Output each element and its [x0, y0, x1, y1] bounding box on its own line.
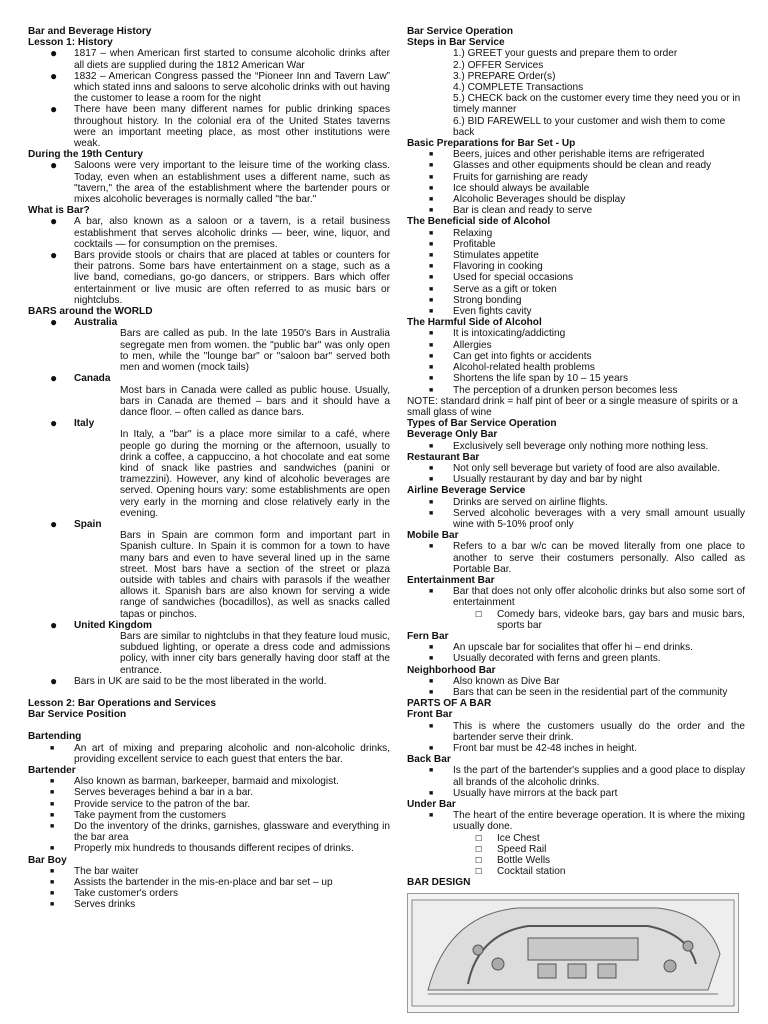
restaurant-heading: Restaurant Bar	[407, 451, 480, 463]
list-item: ■ An upscale bar for socialites that offer hi – end drinks.	[429, 642, 693, 654]
bar-design-image	[407, 893, 739, 1013]
list-item: ■ Take customer's orders	[50, 888, 179, 900]
list-item: ■ Usually have mirrors at the back part	[429, 787, 618, 799]
list-item: ■ Fruits for garnishing are ready	[429, 171, 588, 183]
steps-heading: Steps in Bar Service	[407, 37, 505, 49]
list-item: ■ Properly mix hundreds to thousands different recipes of drinks.	[50, 843, 354, 855]
list-item: ■ Usually decorated with ferns and green plants.	[429, 653, 661, 665]
country-item: ● United Kingdom	[50, 617, 152, 632]
right-column	[407, 26, 745, 1013]
lesson2-heading: Lesson 2: Bar Operations and Services	[28, 697, 216, 709]
bartender-heading: Bartender	[28, 765, 76, 776]
country-item: ● Italy	[50, 416, 95, 431]
list-item: ■ Usually restaurant by day and bar by night	[429, 474, 643, 486]
step-item: 1.) GREET your guests and prepare them to order	[453, 48, 678, 60]
sub-list-item: ☐ Comedy bars, videoke bars, gay bars and music bars, sports bar	[475, 608, 745, 631]
list-item: ■ Serve as a gift or token	[429, 283, 557, 295]
sub-list-item: ☐ Speed Rail	[475, 843, 547, 855]
harmful-heading: The Harmful Side of Alcohol	[407, 317, 542, 329]
list-item: ■ Exclusively sell beverage only nothing more nothing less.	[429, 440, 709, 452]
country-text: In Italy, a "bar" is a place more similar to a café, where people go during the morning or the afternoon, usually to drink a coffee, a cappuccino, a hot chocolate and eat some kind of snack like pastries and sandwiches (panini or tramezzini). However, any kind of alcoholic beverages are served. Opening hours vary: some establishments are open very early in the morning and close relatively early in the evening.	[120, 429, 390, 519]
list-item: ■ Bar that does not only offer alcoholic drinks but also some sort of entertainment	[429, 586, 745, 609]
list-item: ■ Shortens the life span by 10 – 15 years	[429, 373, 629, 385]
list-item: ■ Also known as barman, barkeeper, barmaid and mixologist.	[50, 776, 339, 788]
list-item: ■ Profitable	[429, 238, 496, 250]
operation-heading: Bar Service Operation	[407, 26, 514, 37]
list-item: ■ The heart of the entire beverage operation. It is where the mixing usually done.	[429, 810, 745, 833]
list-item: ■ Allergies	[429, 339, 492, 351]
country-text: Bars in Spain are common form and important part in Spanish culture. In Spain it is common for a town to have many bars and even to have several lined up in the same street. Most bars have a section of the street or plaza outside with tables and chairs with parasols if the weather allows it. Spanish bars are also known for serving a wide range of sandwiches (bocadillos), as well as snacks called tapas or pinchos.	[120, 530, 390, 620]
step-item: 3.) PREPARE Order(s)	[453, 70, 556, 82]
country-item: ● Australia	[50, 315, 118, 330]
sub-list-item: ☐ Cocktail station	[475, 866, 566, 878]
list-item: ■ Is the part of the bartender's supplies and a good place to display all brands of the alcoholic drinks.	[429, 765, 745, 788]
list-item: ■ Take payment from the customers	[50, 809, 227, 821]
under-heading: Under Bar	[407, 799, 456, 811]
list-item: ■ Not only sell beverage but variety of food are also available.	[429, 462, 721, 474]
list-item: ● Bars provide stools or chairs that are placed at tables or counters for their patrons. Some bars have entertainment on a stage, such as a live band, comedians, go-go dancers, or strippers. Bars which offer entertainment or live music are often referred to as music bars or nightclubs.	[50, 248, 390, 306]
bartending-heading: Bartending	[28, 731, 82, 743]
list-item: ● Bars in UK are said to be the most liberated in the world.	[50, 673, 327, 688]
whatis-heading: What is Bar?	[28, 205, 90, 217]
list-item: ■ Even fights cavity	[429, 306, 532, 318]
century-heading: During the 19th Century	[28, 149, 143, 161]
beneficial-heading: The Beneficial side of Alcohol	[407, 216, 551, 228]
list-item: ■ Refers to a bar w/c can be moved literally from one place to another to serve their costumers personally. Also called as Portable Bar.	[429, 541, 745, 575]
list-item: ■ Served alcoholic beverages with a very small amount usually wine with 5-10% proof only	[429, 507, 745, 530]
list-item: ■ An art of mixing and preparing alcoholic and non-alcoholic drinks, providing excellent service to each guest that enters the bar.	[50, 742, 390, 765]
types-heading: Types of Bar Service Operation	[407, 418, 557, 430]
list-item: ■ The perception of a drunken person becomes less	[429, 384, 678, 396]
country-item: ● Canada	[50, 371, 111, 386]
list-item: ■ Alcohol-related health problems	[429, 362, 595, 374]
list-item: ■ Front bar must be 42-48 inches in height.	[429, 743, 638, 754]
list-item: ● 1817 – when American first started to consume alcoholic drinks after all diets are supplied during the 1812 American War	[50, 46, 390, 71]
sub-list-item: ☐ Bottle Wells	[475, 855, 551, 867]
list-item: ■ This is where the customers usually do the order and the bartender serve their drink.	[429, 720, 745, 743]
list-item: ■ Relaxing	[429, 227, 493, 239]
country-text: Bars are called as pub. In the late 1950's Bars in Australia segregate men from women. the "public bar" was only open to men, while the "lounge bar" or "saloon bar" served both men and women (mock tails)	[120, 328, 390, 374]
country-text: Bars are similar to nightclubs in that they feature loud music, subdued lighting, or operate a dress code and admissions policy, with inner city bars generally having door staff at the entrance.	[120, 630, 390, 676]
left-column	[28, 26, 390, 911]
list-item: ■ Stimulates appetite	[429, 250, 539, 262]
country-item: ● Spain	[50, 516, 102, 531]
list-item: ■ Also known as Dive Bar	[429, 675, 560, 687]
list-item: ■ Strong bonding	[429, 294, 522, 306]
doc-title: Bar and Beverage History	[28, 26, 152, 37]
position-heading: Bar Service Position	[28, 709, 127, 721]
mobile-heading: Mobile Bar	[407, 530, 459, 542]
list-item: ■ It is intoxicating/addicting	[429, 328, 566, 340]
bar-floorplan-drawing	[408, 894, 738, 1012]
step-item: 5.) CHECK back on the customer every time they need you or in timely manner	[453, 93, 741, 116]
list-item: ● There have been many different names for public drinking spaces throughout history. In the colonial era of the United States taverns were an important meeting place, as most other institutions were weak.	[50, 102, 390, 150]
beverage-only-heading: Beverage Only Bar	[407, 429, 498, 441]
neighborhood-heading: Neighborhood Bar	[407, 664, 496, 676]
back-heading: Back Bar	[407, 754, 451, 766]
list-item: ● A bar, also known as a saloon or a tavern, is a retail business establishment that serves alcoholic drinks — beer, wine, liquor, and cocktails — for consumption on the premises.	[50, 214, 390, 250]
world-heading: BARS around the WORLD	[28, 306, 153, 318]
list-item: ■ Bar is clean and ready to serve	[429, 205, 593, 217]
sub-list-item: ☐ Ice Chest	[475, 832, 540, 844]
list-item: ■ Beers, juices and other perishable items are refrigerated	[429, 149, 705, 161]
list-item: ■ Flavoring in cooking	[429, 261, 543, 273]
list-item: ■ Serves drinks	[50, 899, 136, 911]
note-text: NOTE: standard drink = half pint of beer or a single measure of spirits or a small glass of wine	[407, 395, 738, 418]
list-item: ● 1832 – American Congress passed the “Pioneer Inn and Tavern Law” which stated inns and saloons to serve alcoholic drinks with out having the customer to lease a room for the night	[50, 68, 390, 105]
list-item: ■ Can get into fights or accidents	[429, 350, 592, 362]
airline-heading: Airline Beverage Service	[407, 485, 526, 497]
front-heading: Front Bar	[407, 709, 453, 721]
country-text: Most bars in Canada were called as public house. Usually, bars in Canada are themed – bars and it should have a dance floor. – often called as dance bars.	[120, 384, 390, 418]
parts-heading: PARTS OF A BAR	[407, 698, 492, 710]
step-item: 2.) OFFER Services	[453, 59, 544, 71]
design-heading: BAR DESIGN	[407, 877, 471, 889]
list-item: ■ Drinks are served on airline flights.	[429, 496, 608, 508]
list-item: ■ Do the inventory of the drinks, garnishes, glassware and everything in the bar area	[50, 821, 390, 844]
prep-heading: Basic Preparations for Bar Set - Up	[407, 138, 576, 150]
list-item: ■ The bar waiter	[50, 865, 139, 877]
list-item: ■ Assists the bartender in the mis-en-place and bar set – up	[50, 877, 333, 889]
list-item: ■ Bars that can be seen in the residential part of the community	[429, 686, 728, 698]
lesson1-heading: Lesson 1: History	[28, 37, 113, 49]
list-item: ■ Used for special occasions	[429, 272, 574, 284]
list-item: ■ Ice should always be available	[429, 182, 590, 194]
list-item: ■ Glasses and other equipments should be clean and ready	[429, 160, 712, 172]
entertainment-heading: Entertainment Bar	[407, 574, 495, 586]
list-item: ■ Provide service to the patron of the bar.	[50, 798, 251, 810]
fern-heading: Fern Bar	[407, 630, 449, 642]
barboy-heading: Bar Boy	[28, 854, 67, 866]
list-item: ● Saloons were very important to the leisure time of the working class. Today, even when an establishment uses a different name, such as "tavern," the area of the establishment where the bartender pours or mixes alcoholic beverages is normally called "the bar."	[50, 158, 390, 206]
step-item: 4.) COMPLETE Transactions	[453, 82, 584, 94]
step-item: 6.) BID FAREWELL to your customer and wish them to come back	[453, 115, 726, 138]
list-item: ■ Alcoholic Beverages should be display	[429, 194, 626, 206]
list-item: ■ Serves beverages behind a bar in a bar.	[50, 787, 254, 799]
